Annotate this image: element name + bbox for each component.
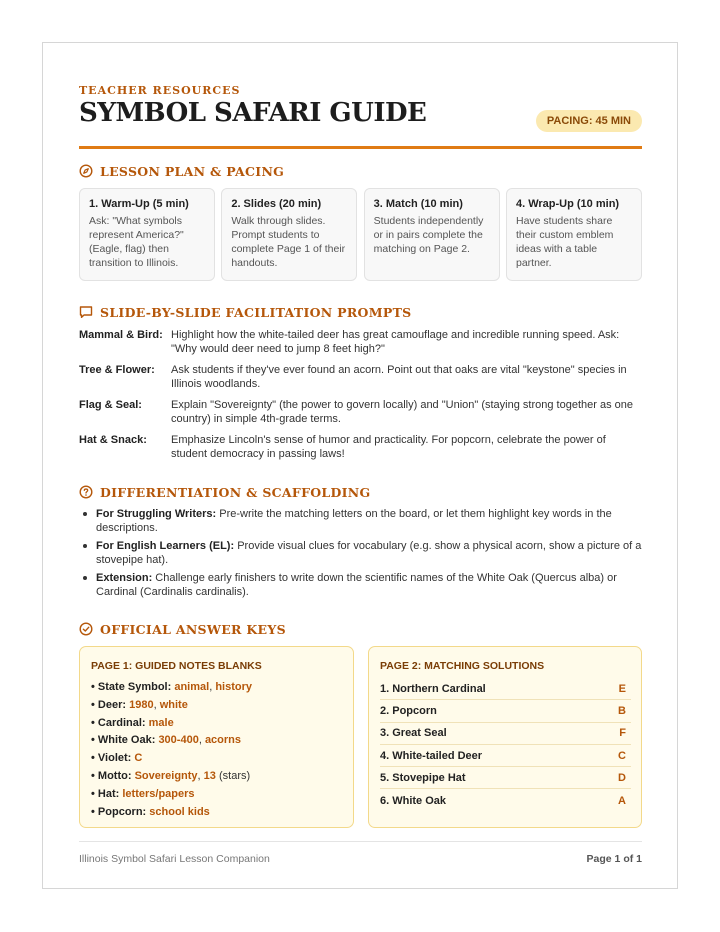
match-item-letter: E [618,682,626,695]
differentiation-title: DIFFERENTIATION & SCAFFOLDING [100,484,371,500]
blank-answer: Sovereignty [134,769,198,782]
card-title: 4. Wrap-Up (10 min) [515,198,620,210]
question-circle-icon [79,485,93,499]
table-row [380,767,631,789]
blank-answer: male [148,716,174,729]
blank-label: Popcorn: [97,805,150,818]
table-row [380,700,631,722]
table-row [380,789,631,811]
blank-label: White Oak: [97,734,159,747]
list-item [79,539,642,567]
card-title: 1. Warm-Up (5 min) [89,198,189,210]
blank-label: Motto: [97,769,135,782]
blank-separator: , [198,734,205,747]
match-item-name: 3. Great Seal [380,727,447,740]
pacing-badge: PACING: 45 MIN [536,110,642,132]
blank-answer: animal [174,681,210,693]
item-text: Provide visual clues for vocabulary (e.g. show a physical acorn, show a picture of a stovepipe hat). [96,540,642,566]
compass-icon [79,164,93,178]
guided-notes-title: PAGE 1: GUIDED NOTES BLANKS [91,660,262,672]
card-text: Students independently or in pairs complete the matching on Page 2. [373,215,484,255]
blank-label: State Symbol: [97,681,175,693]
list-item [91,804,252,822]
blank-separator: , [197,769,204,782]
card-title: 2. Slides (20 min) [231,198,322,210]
blank-label: Hat: [97,787,123,800]
guided-notes-key [79,646,354,828]
prompt-text: Explain "Sovereignty" (the power to govern locally) and "Union" (staying strong together as one country) in simple 4th-grade terms. [171,399,633,425]
table-row [380,745,631,767]
page-title: SYMBOL SAFARI GUIDE [79,98,427,128]
prompt-label: Flag & Seal: [79,399,142,411]
lesson-plan-heading [79,162,284,180]
prompts-list [79,328,642,468]
prompt-label: Hat & Snack: [79,434,147,446]
matching-key [368,646,642,828]
blank-answer: 300-400 [158,734,199,747]
blank-label: Cardinal: [97,716,149,729]
match-item-name: 2. Popcorn [380,704,437,717]
match-item-name: 5. Stovepipe Hat [380,771,466,784]
bullet: • [91,752,98,765]
card-text: Ask: "What symbols represent America?" (Eagle, flag) then transition to Illinois. [89,215,184,269]
pacing-card [221,188,357,281]
blank-answer: white [159,698,188,711]
prompt-text: Ask students if they've ever found an acorn. Point out that oaks are vital "keystone" species in Illinois woodlands. [171,364,627,390]
blank-label: Deer: [97,698,130,711]
list-item [91,732,252,750]
match-item-letter: F [619,727,626,740]
item-label: For English Learners (EL): [96,540,235,552]
prompt-row [79,328,642,356]
list-item [91,768,252,786]
match-item-letter: B [618,704,626,717]
blank-separator: , [209,681,216,693]
footer-title: Illinois Symbol Safari Lesson Companion [79,853,270,865]
footer-divider [79,841,642,842]
pacing-card [79,188,215,281]
list-item [91,697,252,715]
bullet: • [91,805,98,818]
prompt-row [79,433,642,461]
answer-keys-title: OFFICIAL ANSWER KEYS [100,621,286,637]
bullet: • [91,681,98,693]
document-page [42,42,678,889]
blank-answer: history [215,681,252,693]
list-item [91,715,252,733]
differentiation-list [79,507,642,603]
blank-answer: acorns [204,734,242,747]
blank-answer: 13 [203,769,216,782]
match-item-letter: C [618,749,626,762]
matching-list [380,678,631,812]
check-circle-icon [79,622,93,636]
blank-answer: school kids [149,805,210,818]
bullet: • [91,787,98,800]
prompt-row [79,363,642,391]
match-item-name: 4. White-tailed Deer [380,749,483,762]
table-row [380,678,631,700]
blank-label: Violet: [97,752,135,765]
bullet: • [91,698,98,711]
table-row [380,723,631,745]
speech-bubble-icon [79,305,93,319]
card-title: 3. Match (10 min) [373,198,463,210]
answer-keys-heading [79,620,286,638]
bullet: • [91,734,98,747]
match-item-letter: A [618,794,626,807]
item-label: For Struggling Writers: [96,508,217,520]
blank-answer: C [134,752,143,765]
pacing-card [506,188,642,281]
prompt-row [79,398,642,426]
prompts-heading [79,303,412,321]
eyebrow-label: TEACHER RESOURCES [79,84,241,97]
prompt-label: Tree & Flower: [79,364,155,376]
item-label: Extension: [96,572,153,584]
card-text: Have students share their custom emblem ideas with a table partner. [515,215,614,269]
list-item [91,679,252,697]
differentiation-heading [79,483,371,501]
blank-separator: , [153,698,160,711]
bullet: • [91,769,98,782]
matching-title: PAGE 2: MATCHING SOLUTIONS [380,660,545,672]
item-text: Challenge early finishers to write down the scientific names of the White Oak (Quercus alba) or Cardinal (Cardinalis cardinalis). [96,572,617,598]
guided-notes-list [91,679,252,821]
page-number: Page 1 of 1 [586,853,642,865]
pacing-card [364,188,500,281]
match-item-name: 6. White Oak [380,794,447,807]
item-text: Pre-write the matching letters on the board, or let them highlight key words in the descriptions. [96,508,612,534]
list-item [79,507,642,535]
match-item-letter: D [618,771,626,784]
lesson-plan-title: LESSON PLAN & PACING [100,163,285,179]
list-item [91,750,252,768]
list-item [91,786,252,804]
prompt-label: Mammal & Bird: [79,329,163,341]
blank-note: (stars) [215,769,251,782]
blank-answer: 1980 [129,698,154,711]
bullet: • [91,716,98,729]
prompt-text: Emphasize Lincoln's sense of humor and practicality. For popcorn, celebrate the power of student democracy in passing laws! [171,434,606,460]
prompt-text: Highlight how the white-tailed deer has great camouflage and incredible running speed. Ask: "Why would deer need to jump 8 feet high?" [171,329,620,355]
card-text: Walk through slides. Prompt students to complete Page 1 of their handouts. [231,215,346,269]
list-item [79,571,642,599]
match-item-name: 1. Northern Cardinal [380,682,486,695]
blank-answer: letters/papers [122,787,195,800]
prompts-title: SLIDE-BY-SLIDE FACILITATION PROMPTS [100,304,412,320]
pacing-cards [79,188,642,281]
title-divider [79,146,642,149]
